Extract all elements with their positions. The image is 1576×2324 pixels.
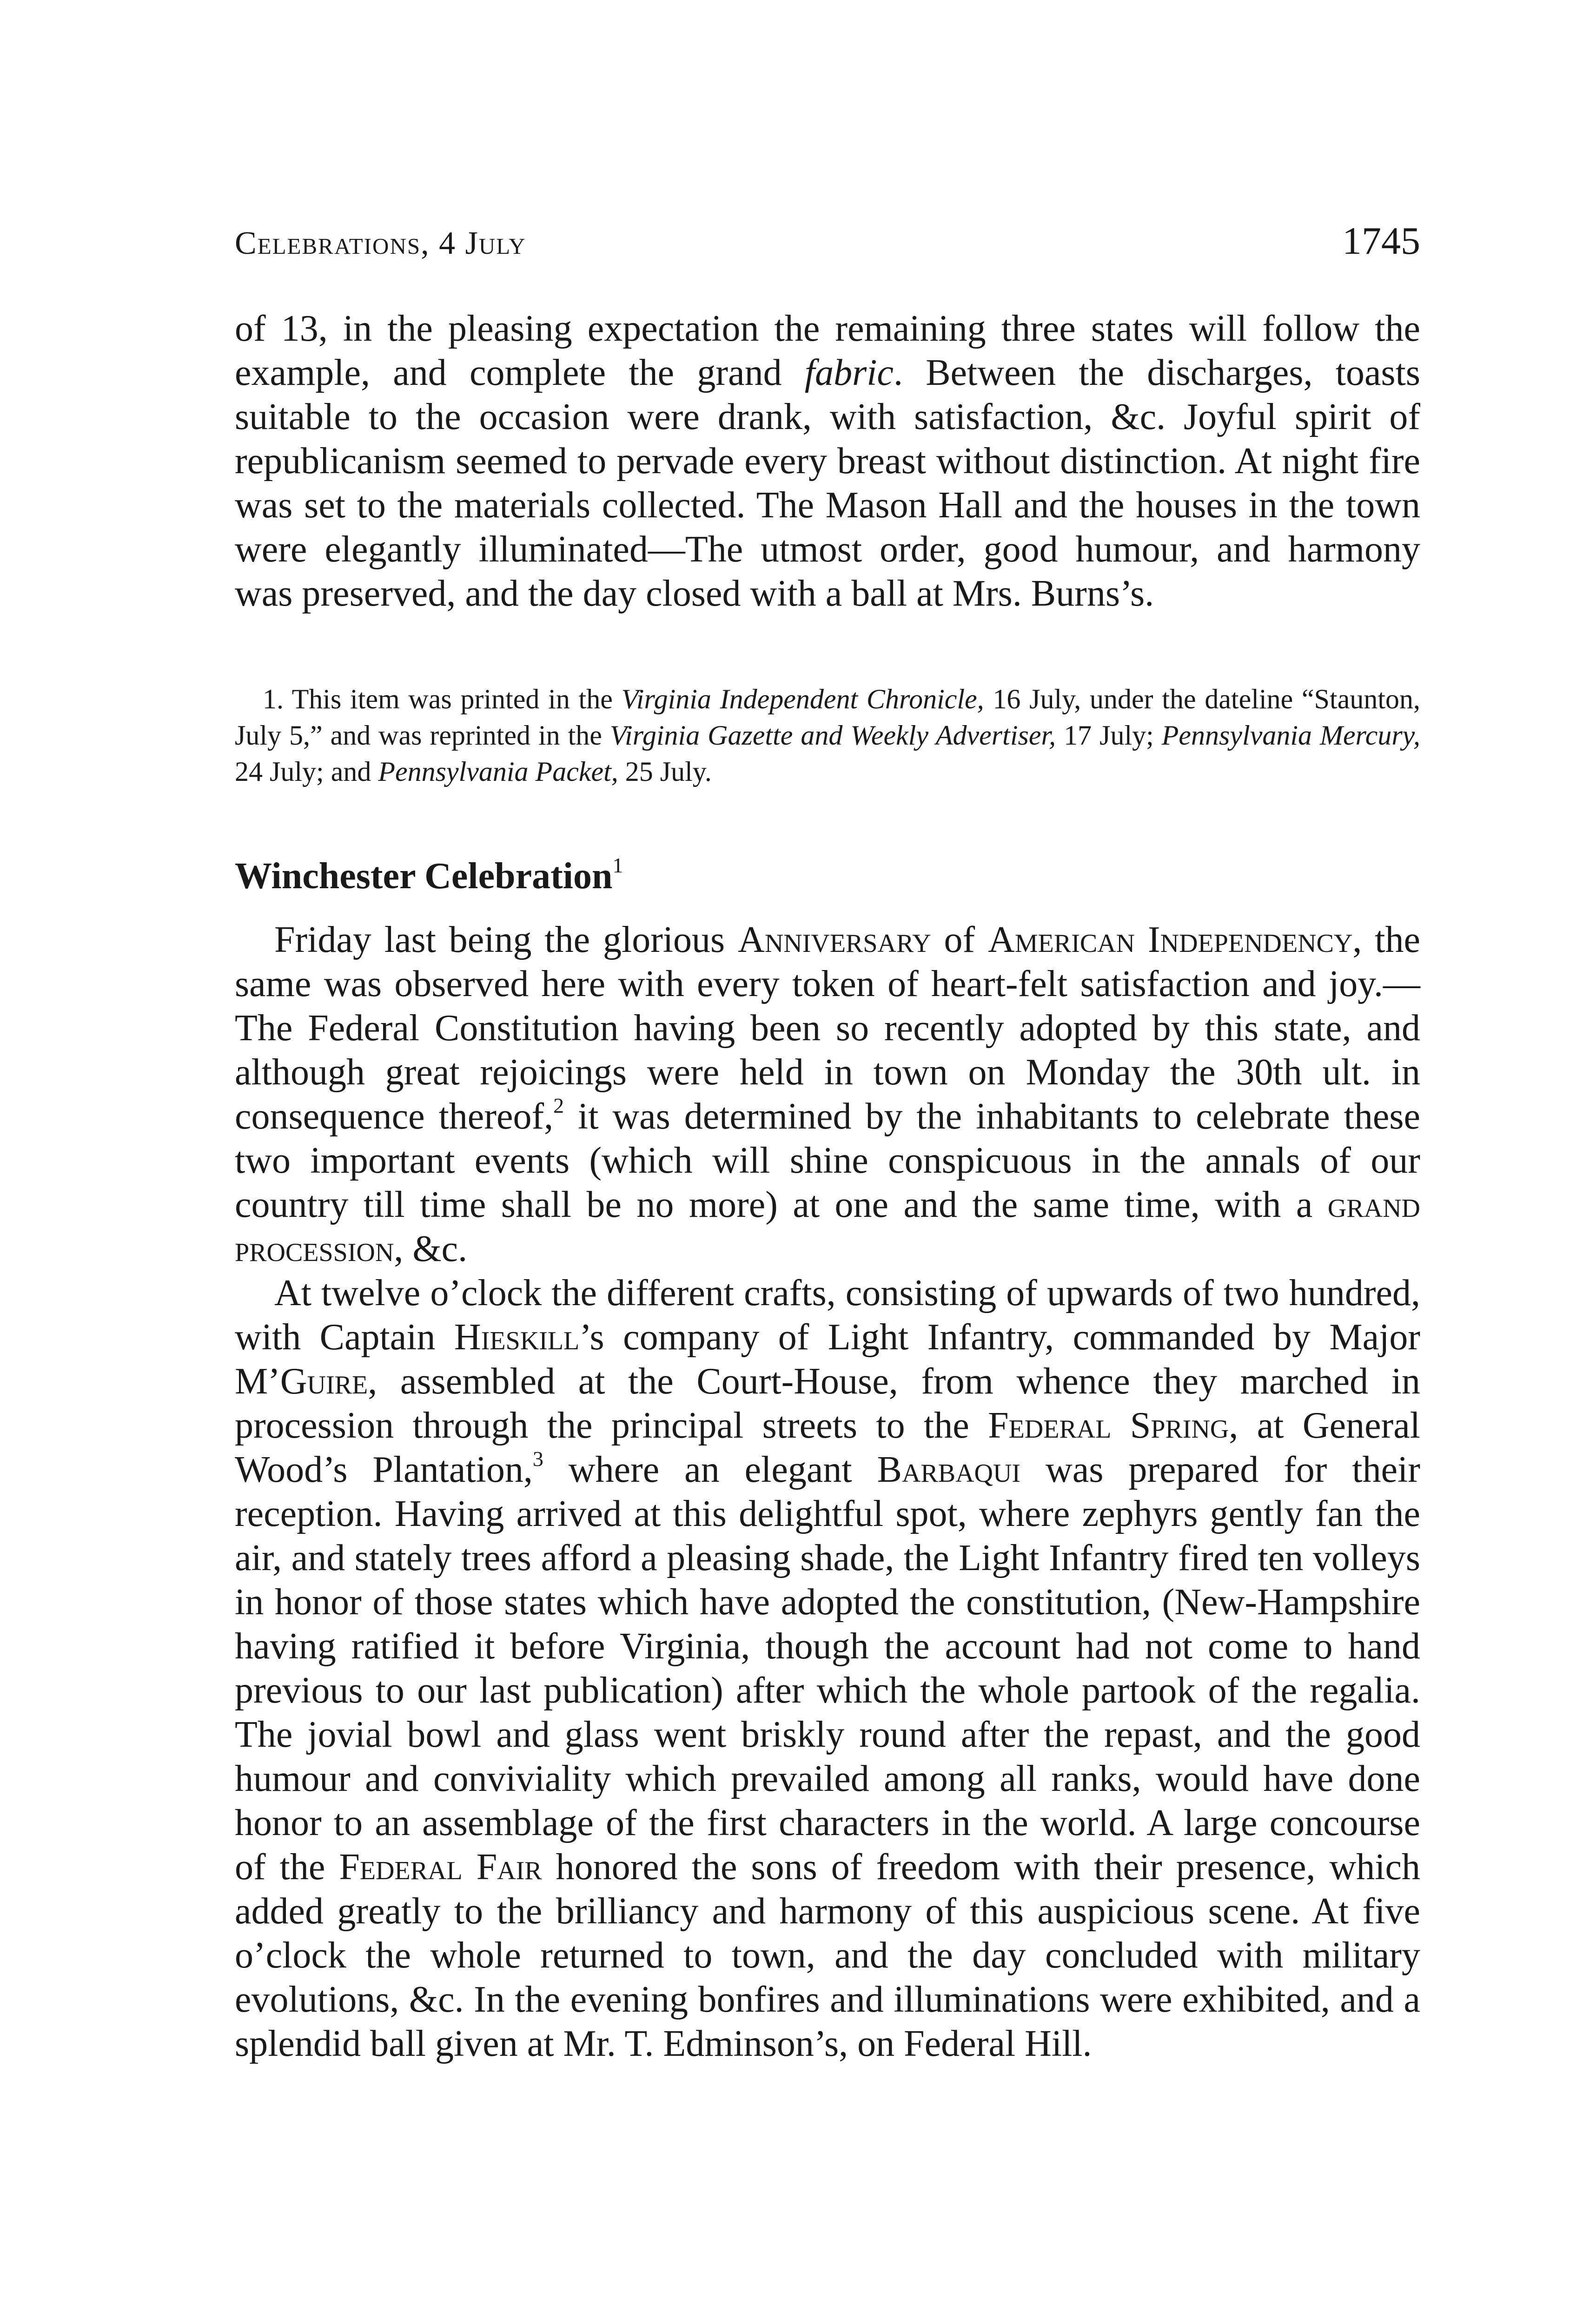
newspaper-title: Virginia Independent Chronicle, [621,684,984,714]
small-caps-term: Barbaqui [877,1449,1021,1490]
small-caps-term: M’Guire [235,1361,368,1402]
text-run: At twelve o’clock the different crafts, consisting of upwards of two hundred, with Captain [235,1273,1420,1358]
text-run: ’s company of Light Infantry, commanded by Major [579,1317,1420,1358]
winchester-paragraph-2 [235,1271,1420,2066]
winchester-text-block [235,918,1420,2066]
small-caps-term: grand procession [235,1184,1420,1269]
running-head: Celebrations, 4 July [235,225,526,261]
footnote-marker: 2 [553,1094,564,1117]
text-run: . Between the discharges, toasts suitable to the occasion were drank, with satisfaction, &c. Joyful spirit of republicanism seemed to pervade every breast without distinction. At night fire was set to the materials collected. The Mason Hall and the houses in the town were elegantly illuminated—The utmost order, good humour, and harmony was preserved, and the day closed with a ball at Mrs. Burns’s. [235,352,1420,614]
text-run: Friday last being the glorious [274,919,738,960]
page-number: 1745 [1342,219,1420,263]
text-run: 17 July; [1056,720,1162,751]
section-heading [235,853,623,898]
small-caps-term: American Independency [988,919,1353,960]
text-run: , the same was observed here with every token of heart-felt satisfaction and joy.—The Federal Constitution having been so recently adopted by this state, and although great rejoicings were held in town on Monday the 30th ult. in consequence thereof, [235,919,1421,1137]
staunton-paragraph [235,307,1420,616]
heading-note-marker: 1 [612,853,623,877]
italic-word: fabric [804,352,894,393]
text-run: it was determined by the inhabitants to celebrate these two important events (which will shine conspicuous in the annals of our country till time shall be no more) at one and the same time, with a [235,1096,1420,1225]
text-run: 1. This item was printed in the [263,684,622,714]
text-run: , at General Wood’s Plantation, [235,1405,1421,1490]
text-run: 25 July. [618,756,712,787]
winchester-paragraph-1 [235,918,1420,1271]
small-caps-term: Hieskill [454,1317,580,1358]
text-run: where an elegant [543,1449,877,1490]
newspaper-title: Pennsylvania Packet, [378,756,618,787]
text-run: , &c. [394,1228,468,1269]
text-run: of [931,919,988,960]
text-run: , assembled at the Court-House, from whence they marched in procession through the principal streets to the [235,1361,1420,1446]
text-run: 16 July, under the dateline “Staunton, July 5,” and was reprinted in the [235,684,1420,751]
text-run: honored the sons of freedom with their presence, which added greatly to the brilliancy and harmony of this auspicious scene. At five o’clock the whole returned to town, and the day concluded with military evolutions, &c. In the evening bonfires and illuminations were exhibited, and a splendid ball given at Mr. T. Edminson’s, on Federal Hill. [235,1847,1421,2064]
text-run: of 13, in the pleasing expectation the remaining three states will follow the example, and complete the grand [235,308,1420,393]
text-run: was prepared for their reception. Having arrived at this delightful spot, where zephyrs gently fan the air, and stately trees afford a pleasing shade, the Light Infantry fired ten volleys in honor of those states which have adopted the constitution, (New-Hampshire having ratified it before Virginia, though the account had not come to hand previous to our last publication) after which the whole partook of the regalia. The jovial bowl and glass went briskly round after the repast, and the good humour and conviviality which prevailed among all ranks, would have done honor to an assemblage of the first characters in the world. A large concourse of the [235,1449,1421,1888]
staunton-text-block [235,307,1420,616]
footnote-marker: 3 [532,1447,543,1471]
text-run: 24 July; and [235,756,378,787]
heading-text: Winchester Celebration [235,856,613,897]
footnotes-block [235,681,1420,790]
small-caps-term: Anniversary [738,919,931,960]
newspaper-title: Pennsylvania Mercury, [1161,720,1420,751]
footnote-1 [235,681,1420,790]
page-header [235,218,1420,274]
newspaper-title: Virginia Gazette and Weekly Advertiser, [609,720,1056,751]
small-caps-term: Federal Fair [339,1847,542,1888]
small-caps-term: Federal Spring [988,1405,1229,1446]
